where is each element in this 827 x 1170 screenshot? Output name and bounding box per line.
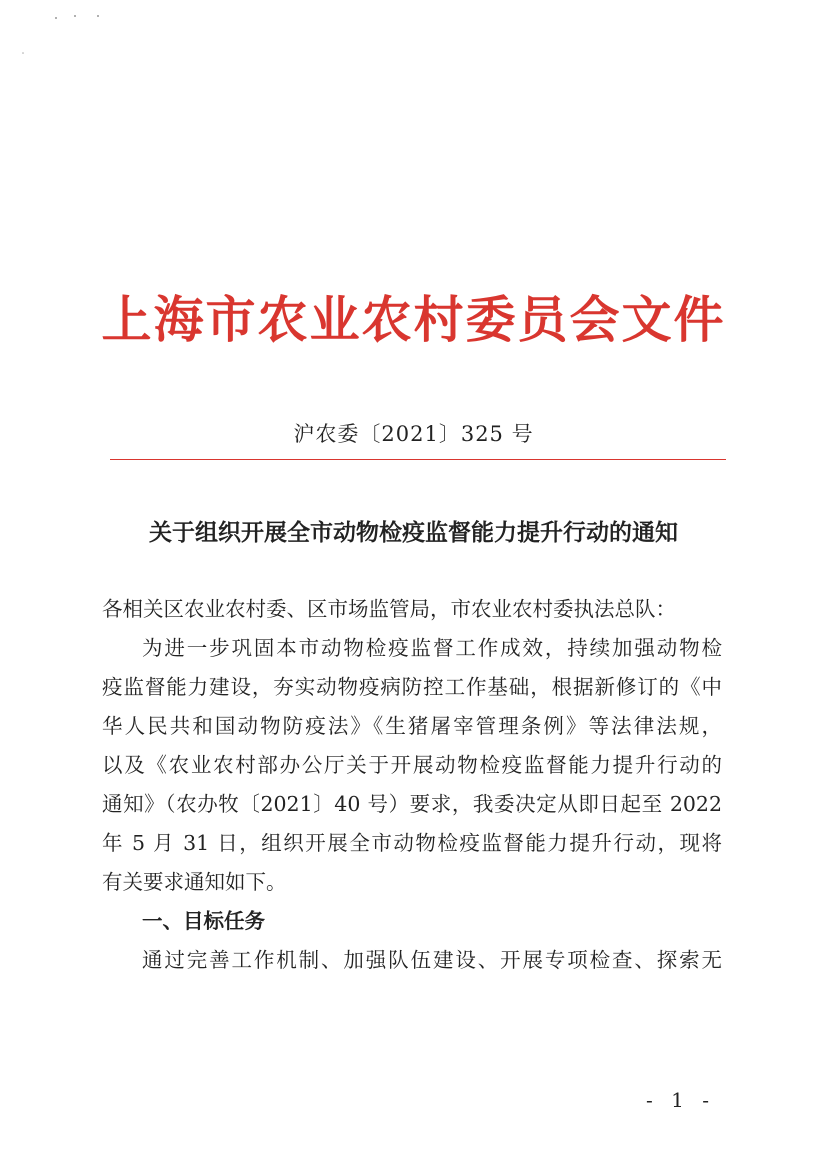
section-heading: 一、目标任务: [142, 909, 265, 933]
red-divider-line: [110, 459, 726, 460]
document-number: 沪农委〔2021〕325 号: [293, 422, 534, 446]
body-line: 为进一步巩固本市动物检疫监督工作成效，持续加强动物检: [142, 636, 722, 660]
body-line: 通知》（农办牧〔2021〕40 号）要求，我委决定从即日起至 2022: [102, 792, 722, 816]
notice-body: [102, 590, 722, 980]
body-line: 有关要求通知如下。: [102, 870, 287, 894]
page-number: - 1 -: [646, 1088, 715, 1112]
notice-title: 关于组织开展全市动物检疫监督能力提升行动的通知: [149, 519, 678, 546]
document-masthead: 上海市农业农村委员会文件: [101, 290, 726, 349]
body-line: 通过完善工作机制、加强队伍建设、开展专项检查、探索无: [142, 948, 722, 972]
body-line: 华人民共和国动物防疫法》《生猪屠宰管理条例》等法律法规，: [102, 714, 722, 738]
salutation-line: 各相关区农业农村委、区市场监管局，市农业农村委执法总队：: [102, 597, 676, 621]
scan-specks: [20, 10, 110, 60]
body-line: 疫监督能力建设，夯实动物疫病防控工作基础，根据新修订的《中: [102, 675, 722, 699]
body-line: 年 5 月 31 日，组织开展全市动物检疫监督能力提升行动，现将: [102, 831, 722, 855]
body-line: 以及《农业农村部办公厅关于开展动物检疫监督能力提升行动的: [102, 753, 722, 777]
